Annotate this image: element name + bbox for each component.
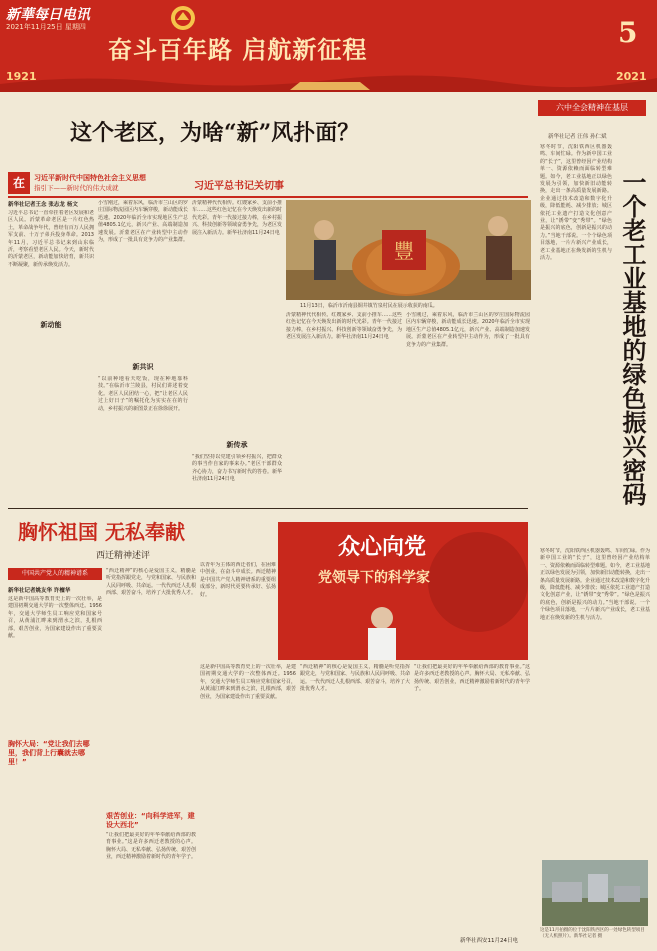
column-right-title: 习近平总书记关切事 — [194, 181, 284, 192]
story2-dateline: 新华社西安11月24日电 — [460, 938, 518, 944]
story1-headline: 这个老区，为啥“新”风扑面？ — [70, 120, 360, 146]
industrial-photo — [542, 860, 648, 926]
year-right: 2021 — [616, 70, 647, 83]
story2-col2: “西迁精神”的核心是爱国主义，精髓是听党指挥跟党走，与党和国家、与民族和人民同呼吸、共命运。一代代西迁人扎根西部、艰苦奋斗，培养了大批优秀人才。 — [106, 568, 196, 597]
story1-byline: 新华社记者王念 张志龙 杨文 — [8, 202, 78, 208]
story1-col1: 习近平总书记一直牵挂着老区发展和老区人民。沂蒙革命老区是一片红色热土，革命战争年代，曾经有百万人民拥军支前、十万子弟兵投身革命。2013年11月，习近平总书记来到山东临沂，考察看望老区人民。今天，新时代的沂蒙老区，新动能加快培育，新共识不断凝聚，新传承焕发活力。 — [8, 210, 94, 268]
page-number: 5 — [618, 16, 638, 49]
masthead: 新華每日电讯 — [6, 7, 90, 23]
story2-col6: “西迁精神”的核心是爱国主义，精髓是听党指挥跟党走，与党和国家、与民族和人民同呼吸、共命运。一代代西迁人扎根西部、艰苦奋斗，培养了大批优秀人才。 — [300, 664, 410, 693]
issue-date: 2021年11月25日 星期四 — [6, 23, 86, 31]
poster-title: 众心向党 — [338, 534, 427, 560]
story1-col5: “我们坚持以党建引领乡村振兴，把群众的事当作自家的事来办。”老区干部群众齐心协力，奋力书写新时代的答卷。新华社济南11月24日电 — [192, 454, 282, 483]
story1-subhead-new-momentum: 新动能 — [40, 321, 62, 329]
column-line1: 习近平新时代中国特色社会主义思想 — [34, 174, 146, 182]
column-banner — [8, 172, 368, 194]
svg-text:豐: 豐 — [394, 239, 414, 263]
story2-col7: “让我们把最美好的年华奉献给西部的教育事业。”这是许多西迁老教授的心声。胸怀大局、无私奉献、弘扬传统、艰苦创业，西迁精神激励着新时代的青年学子。 — [414, 664, 530, 693]
story1-col7: 小雪刚过，乘着东风，临沂市兰山区的罗庄国际物流园区内车辆穿梭，新动能成长迅速。2020年临沂全市实现地区生产总值4805.1亿元，新兴产业、高端制造加速发展。沂蒙老区在产业转型中主动作为，形成了一批具有竞争力的产业集群。 — [406, 312, 530, 348]
section-tag: 六中全会精神在基层 — [538, 100, 646, 116]
story1-subhead-new-consensus: 新共识 — [132, 363, 154, 371]
column-tag: 在 — [8, 172, 30, 194]
right-column-author: 新华社记者 汪伟 孙仁斌 — [548, 134, 607, 140]
story1-col2: 小雪刚过，乘着东风，临沂市兰山区的罗庄国际物流园区内车辆穿梭，新动能成长迅速。2020年临沂全市实现地区生产总值4805.1亿元，新兴产业、高端制造加速发展。沂蒙老区在产业转型中主动作为，形成了一批具有竞争力的产业集群。 — [98, 200, 188, 244]
story2-byline: 新华社记者姚友华 许檀华 — [8, 588, 71, 594]
story2-col3: “让我们把最美好的年华奉献给西部的教育事业。”这是许多西迁老教授的心声。胸怀大局、无私奉献、弘扬传统、艰苦创业，西迁精神激励着新时代的青年学子。 — [106, 832, 196, 861]
photo1-caption: 11月13日，临沂市沂南县铜井镇竹泉村民在展示收获的南瓜。 — [300, 303, 438, 309]
centenary-emblem-icon — [166, 4, 200, 32]
divider — [8, 508, 528, 509]
right-column-title: 一个老工业基地的绿色振兴密码 — [618, 170, 647, 506]
story2-col1: 这是新中国高等教育史上的一次壮举，是建国初期交通大学的一次整体西迁。1956年，交通大学师生员工响应党和国家号召，从黄浦江畔来到渭水之滨，扎根西部，艰苦创业，为国家建设作出了重要贡献。 — [8, 596, 102, 640]
story2-subtitle: 西迁精神述评 — [96, 551, 151, 561]
story2-subhead-hard-work: 艰苦创业：“向科学进军，建设大西北” — [106, 812, 195, 829]
divider — [8, 196, 528, 198]
story1-col4: 沂蒙精神代代相传。红嫂家乡、支前小推车……这些红色记忆在今天焕发出新的时代光彩。青年一代接过接力棒，在乡村振兴、科技创新等领域奋勇争先，为老区发展注入新活力。新华社济南11月24日电 — [192, 200, 282, 236]
year-left: 1921 — [6, 70, 37, 83]
pumpkin-photo — [286, 200, 531, 300]
poster-image — [278, 522, 528, 660]
hills-decoration — [0, 72, 657, 92]
story1-subhead-new-heritage: 新传承 — [226, 441, 248, 449]
story2-series-label: 中国共产党人的精神谱系 — [8, 568, 102, 580]
column-line2: 指引下——新时代的伟大成就 — [34, 184, 119, 192]
story2-subhead-big-picture: 胸怀大局：“党让我们去哪里，我们背上行囊就去哪里！” — [8, 740, 90, 766]
banner-title: 奋斗百年路 启航新征程 — [108, 35, 368, 64]
story2-headline: 胸怀祖国 无私奉献 — [18, 520, 185, 544]
right-column-text: 寒冬时节，沈阳铁西区机器轰鸣、车间忙碌。作为新中国工业的“长子”，这里曾经因产业结构单一、资源依赖而面临转型难题。如今，老工业基地正以绿色发展为引领，加快新旧动能转换，走出一条高质量发展新路。企业通过技术改造和数字化升级，降低能耗、减少排放；城区依托工业遗产打造文化创意产业，让“锈带”变“秀带”。“绿色是振兴的底色，创新是振兴的动力。”当地干部说。一个个绿色项目落地，一片片新兴产业成长，老工业基地正在焕发新的生机与活力。 — [540, 144, 612, 262]
story2-col4: 以青年为主体的西迁者们，在困难中创业，在奋斗中成长。西迁精神是中国共产党人精神谱系的重要组成部分，新时代更要传承好、弘扬好。 — [200, 562, 276, 598]
story1-col3: “以前种地看天吃饭，现在种地靠科技。”在临沂市兰陵县，村民们讲述着变化。老区人民团结一心，把“让老区人民过上好日子”的嘱托化为实实在在的行动，乡村振兴的新图景正在徐徐展开。 — [98, 376, 188, 412]
photo2-caption: 这是11月拍摄的位于沈阳铁西区的一处绿色转型项目（无人机照片）。新华社记者 摄 — [540, 928, 645, 939]
story1-col6: 沂蒙精神代代相传。红嫂家乡、支前小推车……这些红色记忆在今天焕发出新的时代光彩。青年一代接过接力棒，在乡村振兴、科技创新等领域奋勇争先，为老区发展注入新活力。新华社济南11月24日电 — [286, 312, 402, 341]
poster-subtitle: 党领导下的科学家 — [318, 570, 430, 586]
story2-col5: 这是新中国高等教育史上的一次壮举，是建国初期交通大学的一次整体西迁。1956年，交通大学师生员工响应党和国家号召，从黄浦江畔来到渭水之滨，扎根西部，艰苦创业，为国家建设作出了重要贡献。 — [200, 664, 296, 700]
right-column-text-continued: 寒冬时节，沈阳铁西区机器轰鸣、车间忙碌。作为新中国工业的“长子”，这里曾经因产业结构单一、资源依赖而面临转型难题。如今，老工业基地正以绿色发展为引领，加快新旧动能转换，走出一条高质量发展新路。企业通过技术改造和数字化升级，降低能耗、减少排放；城区依托工业遗产打造文化创意产业，让“锈带”变“秀带”。“绿色是振兴的底色，创新是振兴的动力。”当地干部说。一个个绿色项目落地，一片片新兴产业成长，老工业基地正在焕发新的生机与活力。 — [540, 548, 650, 621]
